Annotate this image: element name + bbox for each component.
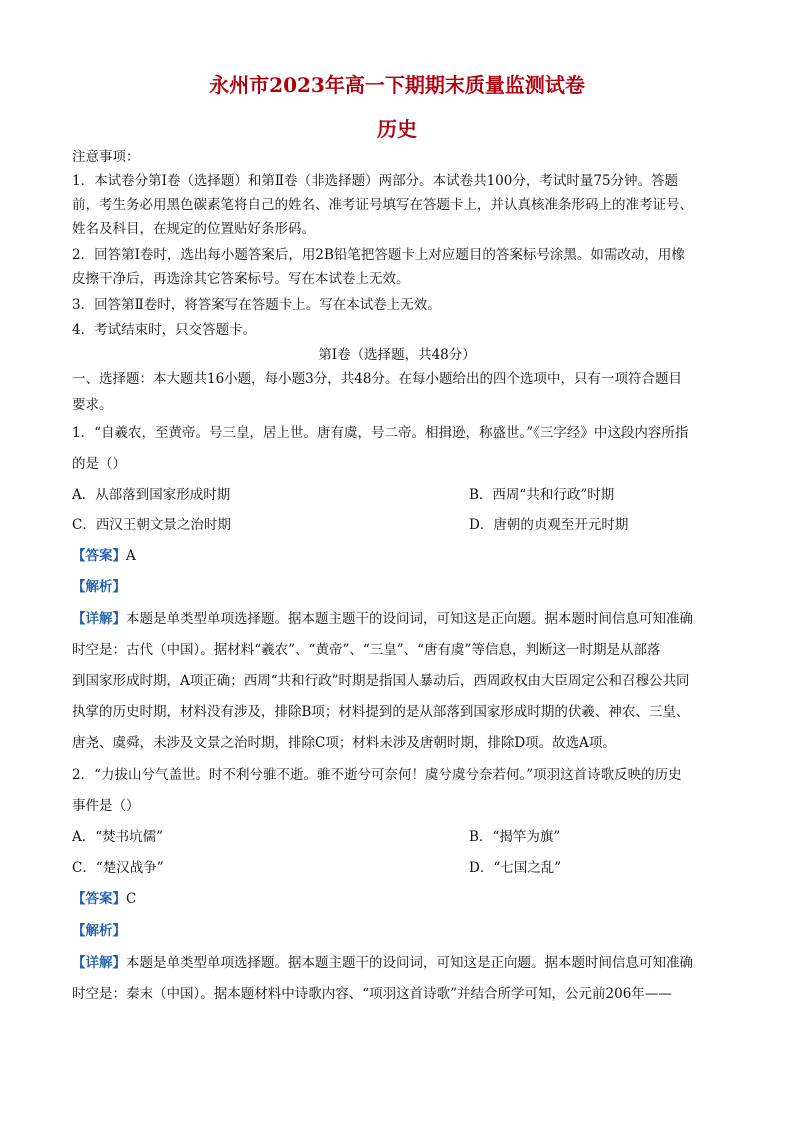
q2-stem: 事件是（）: [72, 798, 140, 814]
q1-analysis: [72, 578, 732, 596]
q2-answer: [72, 890, 732, 908]
q2-option-c: C．“楚汉战争”: [72, 860, 164, 876]
q2-option-d: D．“七国之乱”: [469, 860, 562, 876]
notice-line: 前，考生务必用黑色碳素笔将自己的姓名、准考证号填写在答题卡上，并认真核准条形码上的准考证号、: [72, 197, 693, 213]
q1-detail-line: 时空是：古代（中国）。据材料“羲农”、“黄帝”、“三皇”、“唐有虞”等信息，判断这一时期是从部落: [72, 642, 661, 658]
answer-value: C: [126, 891, 137, 907]
q1-stem: 1．“自羲农，至黄帝。号三皇，居上世。唐有虞，号二帝。相揖逊，称盛世。”《三字经》中这段内容所指: [72, 425, 689, 441]
notice-line: 1．本试卷分第Ⅰ卷（选择题）和第Ⅱ卷（非选择题）两部分。本试卷共100分，考试时量75分钟。答题: [72, 173, 679, 189]
q2-option-b: B．“揭竿为旗”: [469, 829, 561, 845]
q1-detail-line: 唐尧、虞舜，未涉及文景之治时期，排除C项；材料未涉及唐朝时期，排除D项。故选A项。: [72, 735, 616, 751]
section-title: 第Ⅰ卷（选择题，共48分）: [318, 347, 476, 363]
q2-option-row: [72, 828, 732, 846]
q1-detail: 【详解】本题是单类型单项选择题。据本题主题干的设问词，可知这是正向题。据本题时间信息可知准确: [72, 611, 693, 627]
q2-option-a: A．“焚书坑儒”: [72, 829, 164, 845]
q1-option-d: D．唐朝的贞观至开元时期: [469, 517, 629, 533]
detail-label: 【详解】: [72, 611, 126, 627]
q1-option-row: [72, 486, 732, 504]
q1-option-b: B．西周“共和行政”时期: [469, 487, 615, 503]
notice-line: 姓名及科目，在规定的位置贴好条形码。: [72, 221, 315, 237]
q2-detail: 【详解】本题是单类型单项选择题。据本题主题干的设问词，可知这是正向题。据本题时间信息可知准确: [72, 955, 693, 971]
notice-line: 皮擦干净后，再选涂其它答案标号。写在本试卷上无效。: [72, 271, 410, 287]
q2-option-row: [72, 859, 732, 877]
notice-line: 4．考试结束时，只交答题卡。: [72, 322, 257, 338]
q1-answer: [72, 547, 732, 565]
answer-label: 【答案】: [72, 891, 126, 907]
q2-detail-line: 时空是：秦末（中国）。据本题材料中诗歌内容、“项羽这首诗歌”并结合所学可知，公元前206年——: [72, 986, 672, 1002]
q1-option-row: [72, 516, 732, 534]
q1-option-c: C．西汉王朝文景之治时期: [72, 517, 231, 533]
analysis-label: 【解析】: [72, 579, 126, 595]
q1-stem: 的是（）: [72, 456, 126, 472]
answer-value: A: [126, 548, 136, 564]
notice-heading: 注意事项：: [72, 149, 140, 165]
detail-label: 【详解】: [72, 955, 126, 971]
exam-title: 永州市2023年高一下期期末质量监测试卷: [209, 73, 585, 97]
notice-line: 3．回答第Ⅱ卷时，将答案写在答题卡上。写在本试卷上无效。: [72, 297, 441, 313]
answer-label: 【答案】: [72, 548, 126, 564]
q2-stem: 2．“力拔山兮气盖世。时不利兮骓不逝。骓不逝兮可奈何！虞兮虞兮奈若何。”项羽这首诗歌反映的历史: [72, 767, 682, 783]
q1-detail-line: 执掌的历史时期，材料没有涉及，排除B项；材料提到的是从部落到国家形成时期的伏羲、神农、三皇、: [72, 704, 690, 720]
q2-analysis: [72, 922, 732, 940]
notice-line: 2．回答第Ⅰ卷时，选出每小题答案后，用2B铅笔把答题卡上对应题目的答案标号涂黑。如需改动，用橡: [72, 247, 685, 263]
subject-title: 历史: [377, 117, 417, 141]
q1-option-a: A．从部落到国家形成时期: [72, 487, 231, 503]
section-intro: 一、选择题：本大题共16小题，每小题3分，共48分。在每小题给出的四个选项中，只有一项符合题目: [72, 371, 682, 387]
analysis-label: 【解析】: [72, 923, 126, 939]
q1-detail-line: 到国家形成时期，A项正确；西周“共和行政”时期是指国人暴动后，西周政权由大臣周定公和召穆公共同: [72, 673, 690, 689]
section-intro: 要求。: [72, 397, 113, 413]
